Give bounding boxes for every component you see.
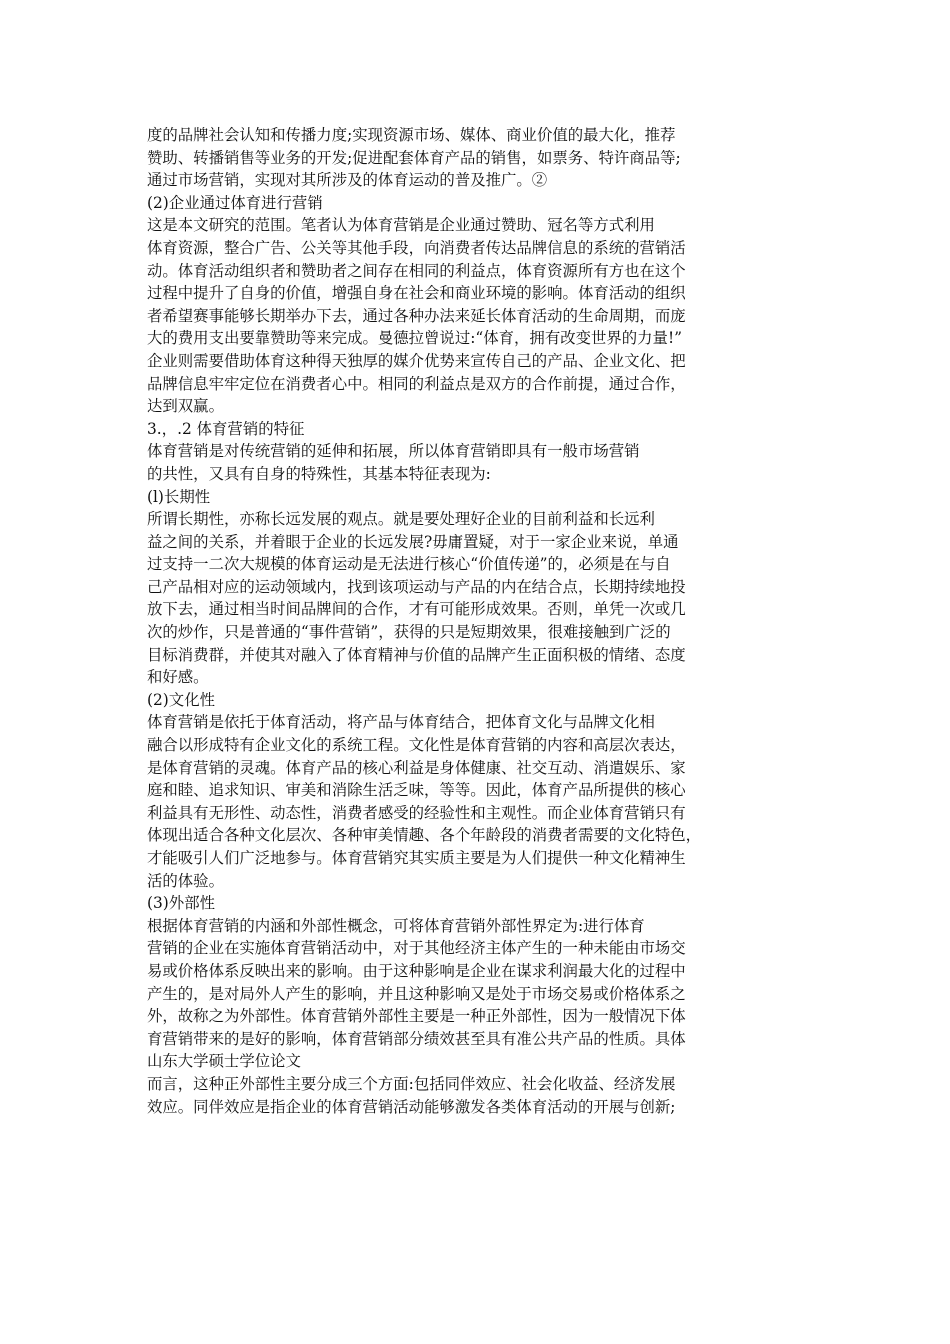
text-line: 者希望赛事能够长期举办下去，通过各种办法来延长体育活动的生命周期，而庞: [147, 306, 686, 325]
text-line: 所谓长期性，亦称长远发展的观点。就是要处理好企业的目前利益和长远利: [147, 510, 655, 529]
text-line: 次的炒作，只是普通的“事件营销”，获得的只是短期效果，很难接触到广泛的: [147, 623, 671, 642]
text-line: 产生的，是对局外人产生的影响，并且这种影响又是处于市场交易或价格体系之: [147, 984, 686, 1003]
text-line: 而言，这种正外部性主要分成三个方面:包括同伴效应、社会化收益、经济发展: [147, 1074, 676, 1093]
text-line: 目标消费群，并使其对融入了体育精神与价值的品牌产生正面积极的情绪、态度: [147, 645, 686, 664]
text-line: 根据体育营销的内涵和外部性概念，可将体育营销外部性界定为:进行体育: [147, 916, 645, 935]
running-header: 山东大学硕士学位论文: [147, 1052, 301, 1071]
text-line: 放下去，通过相当时间品牌间的合作，才有可能形成效果。否则，单凭一次或几: [147, 600, 686, 619]
section-heading: 3.，.2 体育营销的特征: [147, 419, 305, 438]
text-line: 和好感。: [147, 668, 209, 687]
text-line: 庭和睦、追求知识、审美和消除生活乏味，等等。因此，体育产品所提供的核心: [147, 781, 686, 800]
text-line: 品牌信息牢牢定位在消费者心中。相同的利益点是双方的合作前提，通过合作，: [147, 374, 686, 393]
text-line: 达到双赢。: [147, 397, 224, 416]
text-line: 大的费用支出要靠赞助等来完成。曼德拉曾说过:“体育，拥有改变世界的力量!”: [147, 329, 682, 348]
text-line: 企业则需要借助体育这种得天独厚的媒介优势来宣传自己的产品、企业文化、把: [147, 351, 686, 370]
text-line: 赞助、转播销售等业务的开发;促进配套体育产品的销售，如票务、特许商品等;: [147, 148, 681, 167]
text-line: 过支持一二次大规模的体育运动是无法进行核心“价值传递”的，必须是在与自: [147, 555, 671, 574]
text-line: 的共性，又具有自身的特殊性，其基本特征表现为:: [147, 464, 491, 483]
section-heading: (3)外部性: [147, 894, 215, 913]
text-line: 己产品相对应的运动领域内，找到该项运动与产品的内在结合点，长期持续地投: [147, 577, 686, 596]
text-line: 效应。同伴效应是指企业的体育营销活动能够激发各类体育活动的开展与创新;: [147, 1097, 676, 1116]
text-line: 体育营销是依托于体育活动，将产品与体育结合，把体育文化与品牌文化相: [147, 713, 655, 732]
text-line: 是体育营销的灵魂。体育产品的核心利益是身体健康、社交互动、消遣娱乐、家: [147, 758, 686, 777]
text-line: 活的体验。: [147, 871, 224, 890]
text-line: 过程中提升了自身的价值，增强自身在社会和商业环境的影响。体育活动的组织: [147, 284, 686, 303]
text-line: 才能吸引人们广泛地参与。体育营销究其实质主要是为人们提供一种文化精神生: [147, 849, 686, 867]
text-line: 这是本文研究的范围。笔者认为体育营销是企业通过赞助、冠名等方式利用: [147, 216, 655, 235]
section-heading: (l)长期性: [147, 487, 211, 506]
section-heading: (2)文化性: [147, 690, 215, 709]
text-line: 营销的企业在实施体育营销活动中，对于其他经济主体产生的一种未能由市场交: [147, 939, 686, 958]
text-line: 体现出适合各种文化层次、各种审美情趣、各个年龄段的消费者需要的文化特色，: [147, 826, 702, 845]
text-line: 外，故称之为外部性。体育营销外部性主要是一种正外部性，因为一般情况下体: [147, 1007, 686, 1026]
text-line: 体育资源，整合广告、公关等其他手段，向消费者传达品牌信息的系统的营销活: [147, 238, 686, 257]
body-text: [147, 124, 807, 1118]
section-heading: (2)企业通过体育进行营销: [147, 193, 323, 212]
text-line: 易或价格体系反映出来的影响。由于这种影响是企业在谋求利润最大化的过程中: [147, 961, 686, 980]
text-line: 体育营销是对传统营销的延伸和拓展，所以体育营销即具有一般市场营销: [147, 442, 640, 461]
text-line: 益之间的关系，并着眼于企业的长远发展?毋庸置疑，对于一家企业来说，单通: [147, 532, 679, 551]
text-line: 融合以形成特有企业文化的系统工程。文化性是体育营销的内容和高层次表达，: [147, 736, 686, 755]
text-line: 动。体育活动组织者和赞助者之间存在相同的利益点，体育资源所有方也在这个: [147, 261, 686, 280]
text-line: 通过市场营销，实现对其所涉及的体育运动的普及推广。②: [147, 171, 548, 190]
text-line: 育营销带来的是好的影响，体育营销部分绩效甚至具有准公共产品的性质。具体: [147, 1029, 686, 1048]
text-line: 度的品牌社会认知和传播力度;实现资源市场、媒体、商业价值的最大化，推荐: [147, 126, 676, 144]
text-line: 利益具有无形性、动态性，消费者感受的经验性和主观性。而企业体育营销只有: [147, 803, 686, 822]
